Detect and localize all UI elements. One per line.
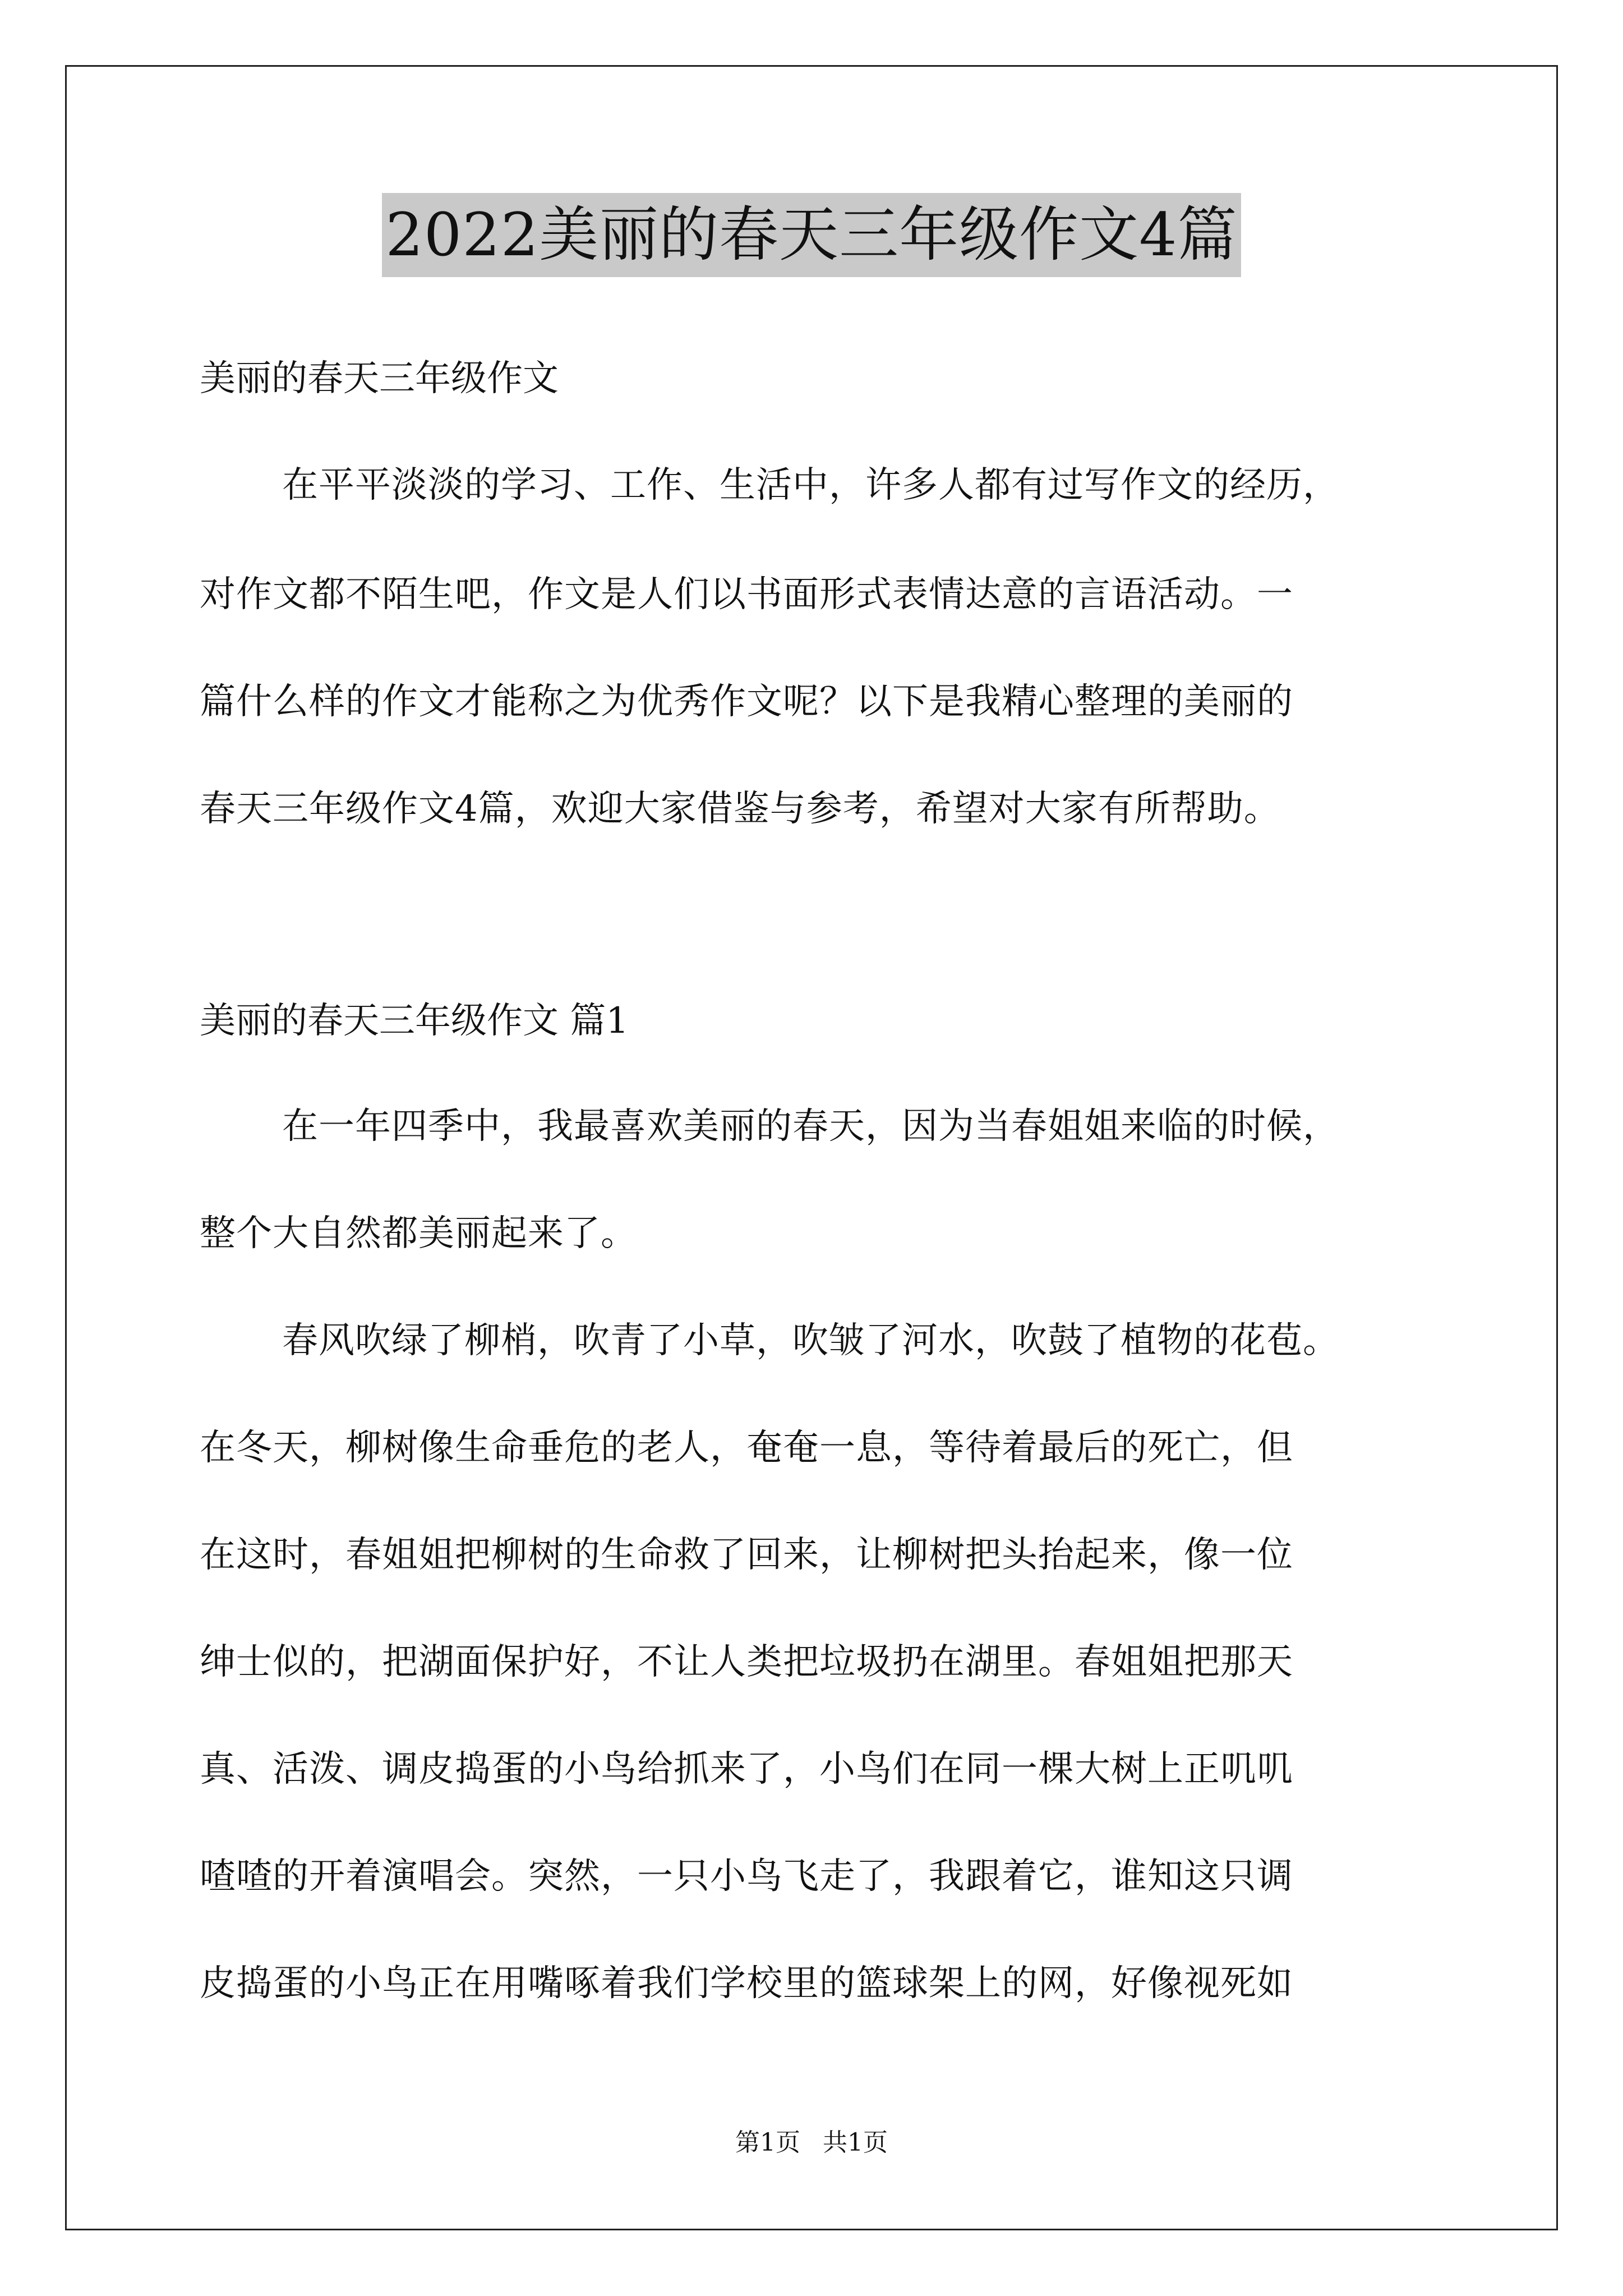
section1-para1-line-2: 整个大自然都美丽起来了。 bbox=[200, 1213, 637, 1254]
page-footer bbox=[0, 2126, 1623, 2160]
section1-para2-line-7: 皮捣蛋的小鸟正在用嘴啄着我们学校里的篮球架上的网，好像视死如 bbox=[200, 1963, 1293, 2004]
page-number: 第1页 bbox=[735, 2128, 800, 2157]
document-title: 2022美丽的春天三年级作文4篇 bbox=[382, 193, 1241, 277]
section1-para2-line-2: 在冬天，柳树像生命垂危的老人，奄奄一息，等待着最后的死亡，但 bbox=[200, 1427, 1293, 1469]
section1-para2-line-3: 在这时，春姐姐把柳树的生命救了回来，让柳树把头抬起来，像一位 bbox=[200, 1534, 1293, 1576]
intro-line-2: 对作文都不陌生吧，作文是人们以书面形式表情达意的言语活动。一 bbox=[200, 574, 1293, 615]
section1-para2-line-1: 春风吹绿了柳梢，吹青了小草，吹皱了河水，吹鼓了植物的花苞。 bbox=[282, 1320, 1339, 1361]
title-container bbox=[0, 193, 1623, 277]
intro-heading: 美丽的春天三年级作文 bbox=[200, 358, 559, 399]
section1-para2-line-5: 真、活泼、调皮捣蛋的小鸟给抓来了，小鸟们在同一棵大树上正叽叽 bbox=[200, 1749, 1293, 1790]
section1-para1-line-1: 在一年四季中，我最喜欢美丽的春天，因为当春姐姐来临的时候， bbox=[282, 1106, 1339, 1147]
section1-heading: 美丽的春天三年级作文 篇1 bbox=[200, 1000, 629, 1042]
page-total: 共1页 bbox=[823, 2128, 888, 2157]
intro-line-1: 在平平淡淡的学习、工作、生活中，许多人都有过写作文的经历， bbox=[282, 464, 1339, 506]
section1-para2-line-4: 绅士似的，把湖面保护好，不让人类把垃圾扔在湖里。春姐姐把那天 bbox=[200, 1641, 1293, 1683]
section1-para2-line-6: 喳喳的开着演唱会。突然，一只小鸟飞走了，我跟着它，谁知这只调 bbox=[200, 1856, 1293, 1897]
intro-line-4: 春天三年级作文4篇，欢迎大家借鉴与参考，希望对大家有所帮助。 bbox=[200, 788, 1280, 830]
intro-line-3: 篇什么样的作文才能称之为优秀作文呢？以下是我精心整理的美丽的 bbox=[200, 681, 1293, 723]
